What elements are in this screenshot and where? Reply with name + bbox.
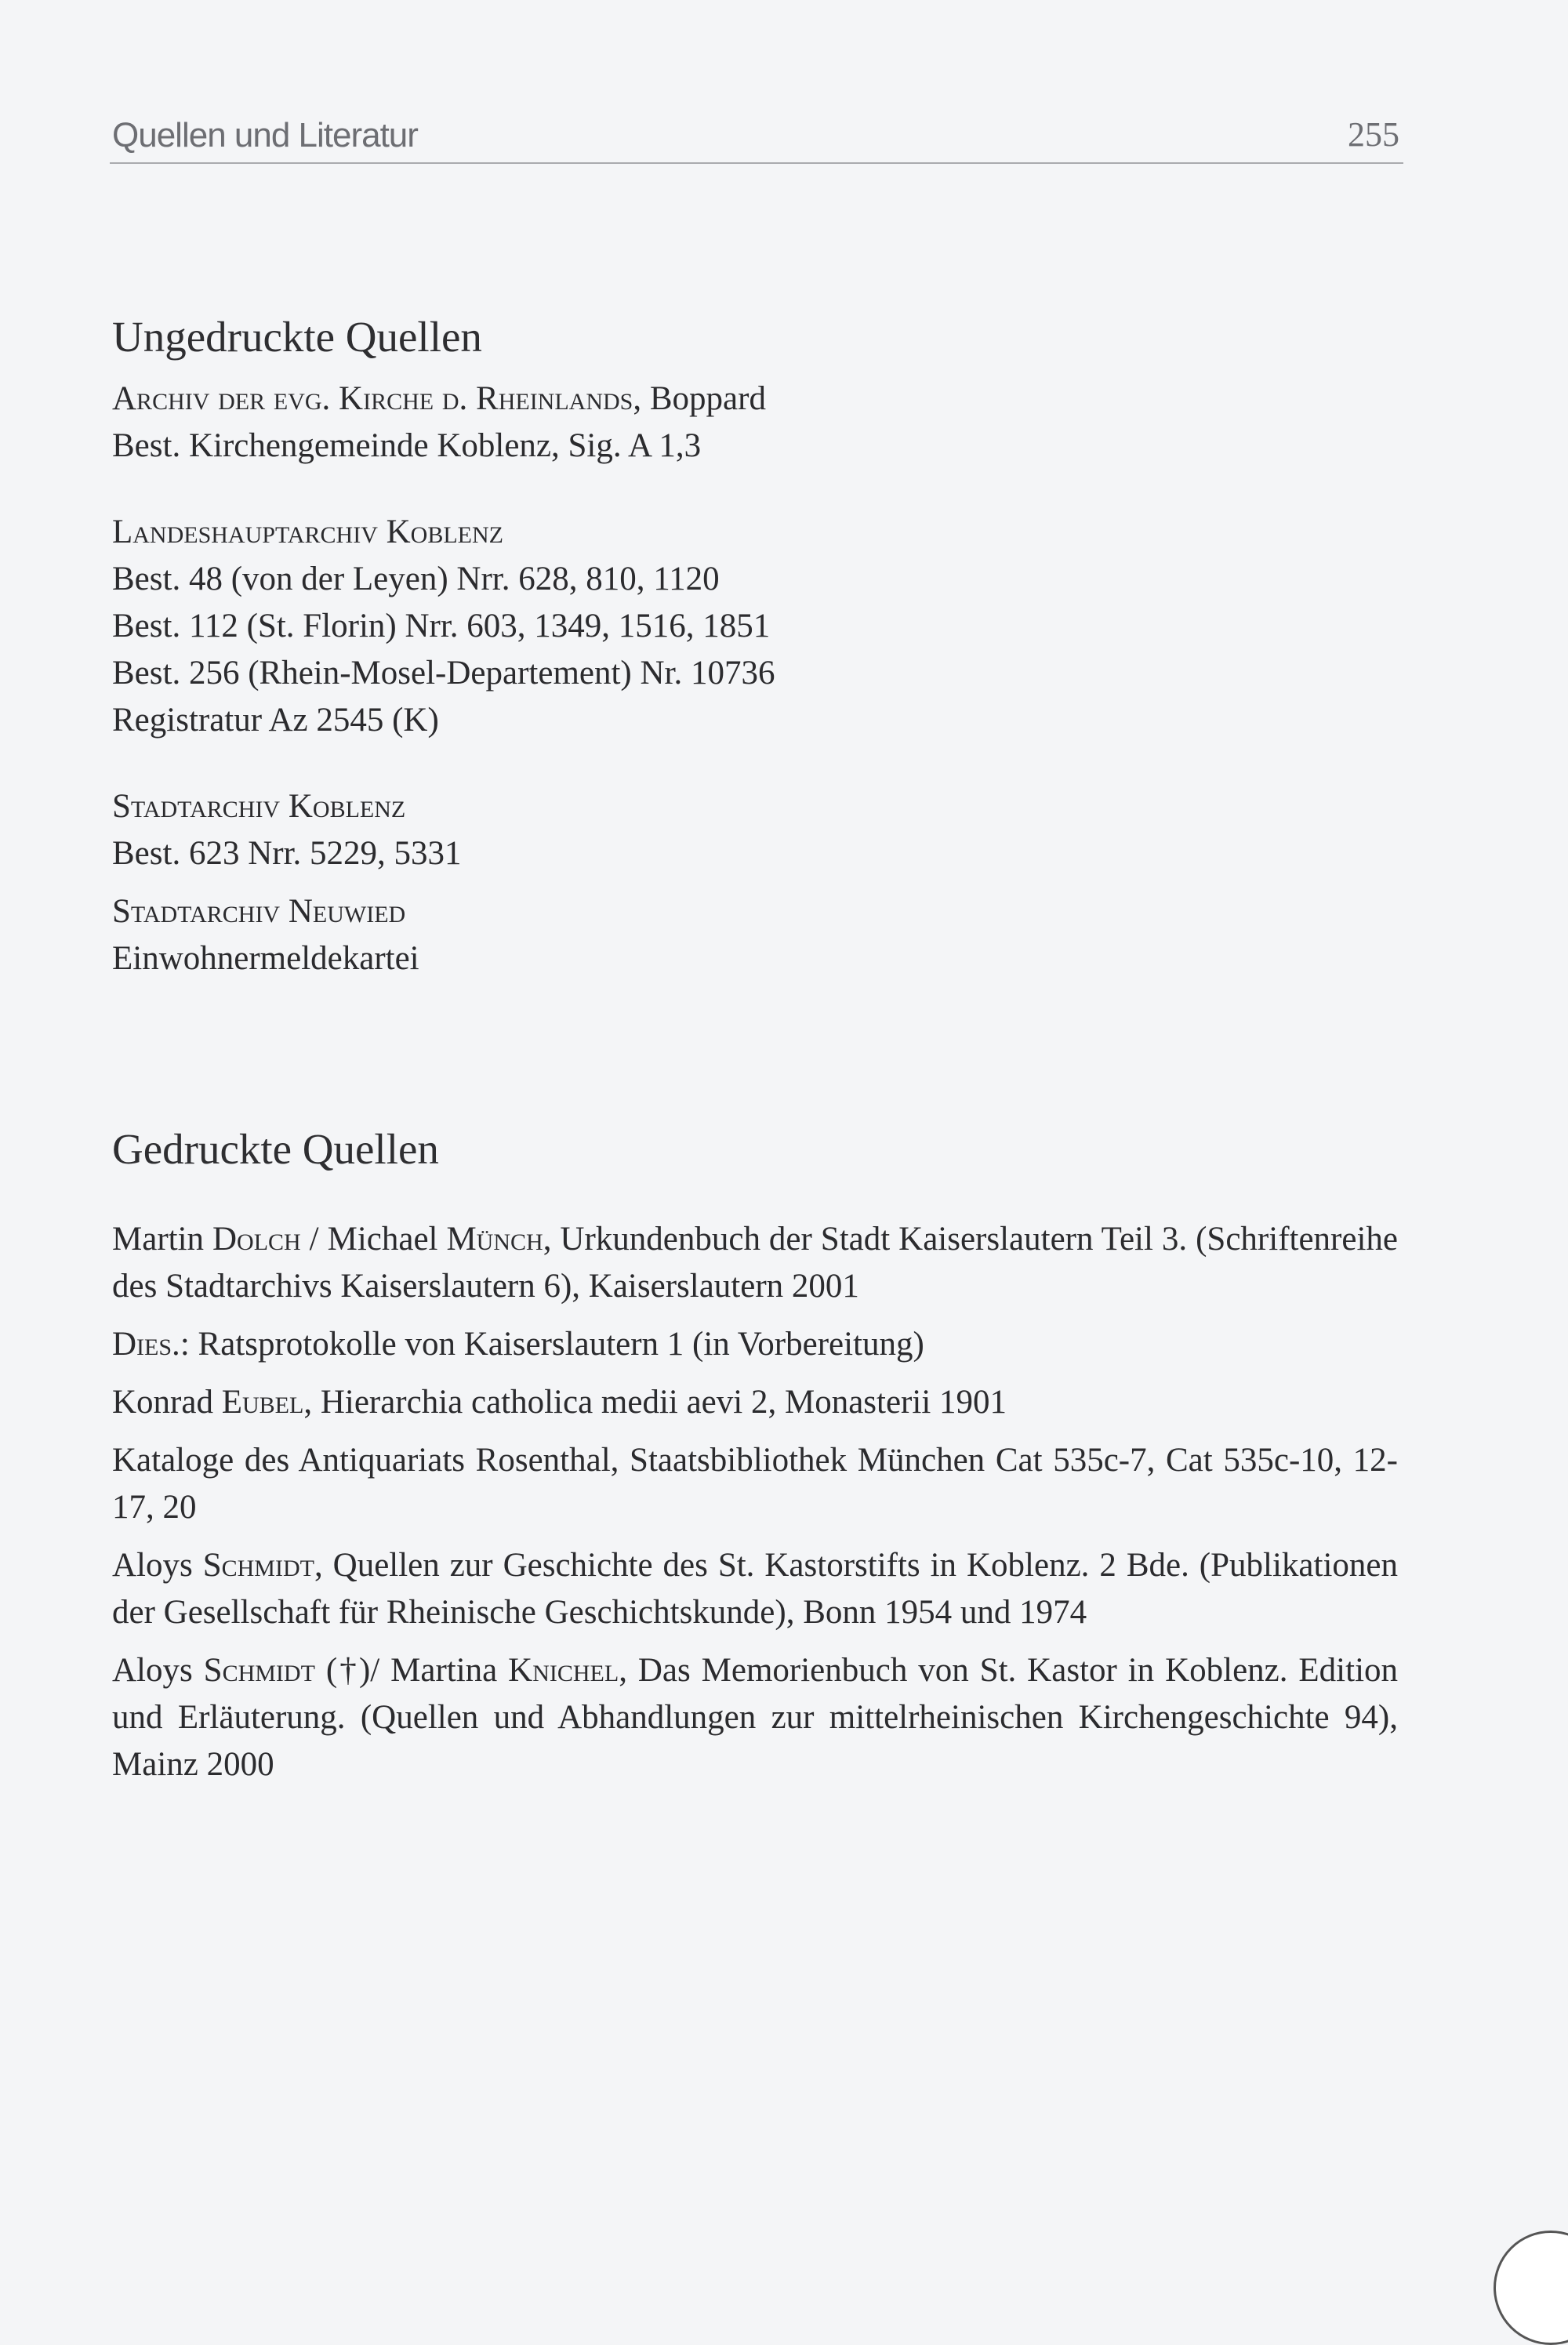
bibliography-entry: Konrad Eubel, Hierarchia catholica medii aevi 2, Monasterii 1901 bbox=[112, 1384, 1007, 1421]
archive-line: Best. Kirchengemeinde Koblenz, Sig. A 1,3 bbox=[112, 427, 702, 464]
content bbox=[112, 310, 1398, 1788]
archive-line: Registratur Az 2545 (K) bbox=[112, 702, 439, 739]
header-rule bbox=[110, 162, 1403, 164]
running-header: Quellen und Literatur bbox=[112, 116, 418, 154]
archive-name: Stadtarchiv Neuwied bbox=[112, 893, 406, 930]
section-heading-unpublished: Ungedruckte Quellen bbox=[112, 313, 482, 361]
bibliography-entry: Aloys Schmidt, Quellen zur Geschichte des St. Kastorstifts in Koblenz. 2 Bde. (Publikationen der Gesellschaft für Rheinische Geschichtskunde), Bonn 1954 und 1974 bbox=[112, 1547, 1398, 1631]
archive-block bbox=[112, 509, 1398, 744]
bibliography-entry: Aloys Schmidt (†)/ Martina Knichel, Das Memorienbuch von St. Kastor in Koblenz. Edition und Erläuterung. (Quellen und Abhandlungen zur mittelrheinischen Kirchengeschichte 94), Mainz 2000 bbox=[112, 1652, 1399, 1783]
archive-block bbox=[112, 783, 1398, 877]
bibliography-entry: Dies.: Ratsprotokolle von Kaiserslautern 1 (in Vorbereitung) bbox=[112, 1326, 924, 1363]
bibliography-entry: Martin Dolch / Michael Münch, Urkundenbuch der Stadt Kaiserslautern Teil 3. (Schriftenreihe des Stadtarchivs Kaiserslautern 6), Kaiserslautern 2001 bbox=[112, 1221, 1398, 1305]
archive-line: Best. 256 (Rhein-Mosel-Departement) Nr. 10736 bbox=[112, 655, 775, 692]
archive-line: Best. 112 (St. Florin) Nrr. 603, 1349, 1516, 1851 bbox=[112, 608, 771, 644]
archive-line: Best. 623 Nrr. 5229, 5331 bbox=[112, 835, 462, 872]
page-edge-mark bbox=[1494, 2231, 1568, 2345]
section-heading-published: Gedruckte Quellen bbox=[112, 1125, 439, 1173]
archive-block bbox=[112, 376, 1398, 470]
archive-block bbox=[112, 888, 1398, 982]
archive-name: Archiv der evg. Kirche d. Rheinlands, Boppard bbox=[112, 380, 766, 417]
archive-line: Best. 48 (von der Leyen) Nrr. 628, 810, 1120 bbox=[112, 561, 720, 597]
page-number: 255 bbox=[1348, 115, 1399, 154]
bibliography-entry: Kataloge des Antiquariats Rosenthal, Staatsbibliothek München Cat 535c-7, Cat 535c-10, 12-17, 20 bbox=[112, 1442, 1398, 1526]
archive-line: Einwohnermeldekartei bbox=[112, 940, 419, 977]
archive-name: Landeshauptarchiv Koblenz bbox=[112, 514, 503, 550]
archive-name: Stadtarchiv Koblenz bbox=[112, 788, 406, 825]
